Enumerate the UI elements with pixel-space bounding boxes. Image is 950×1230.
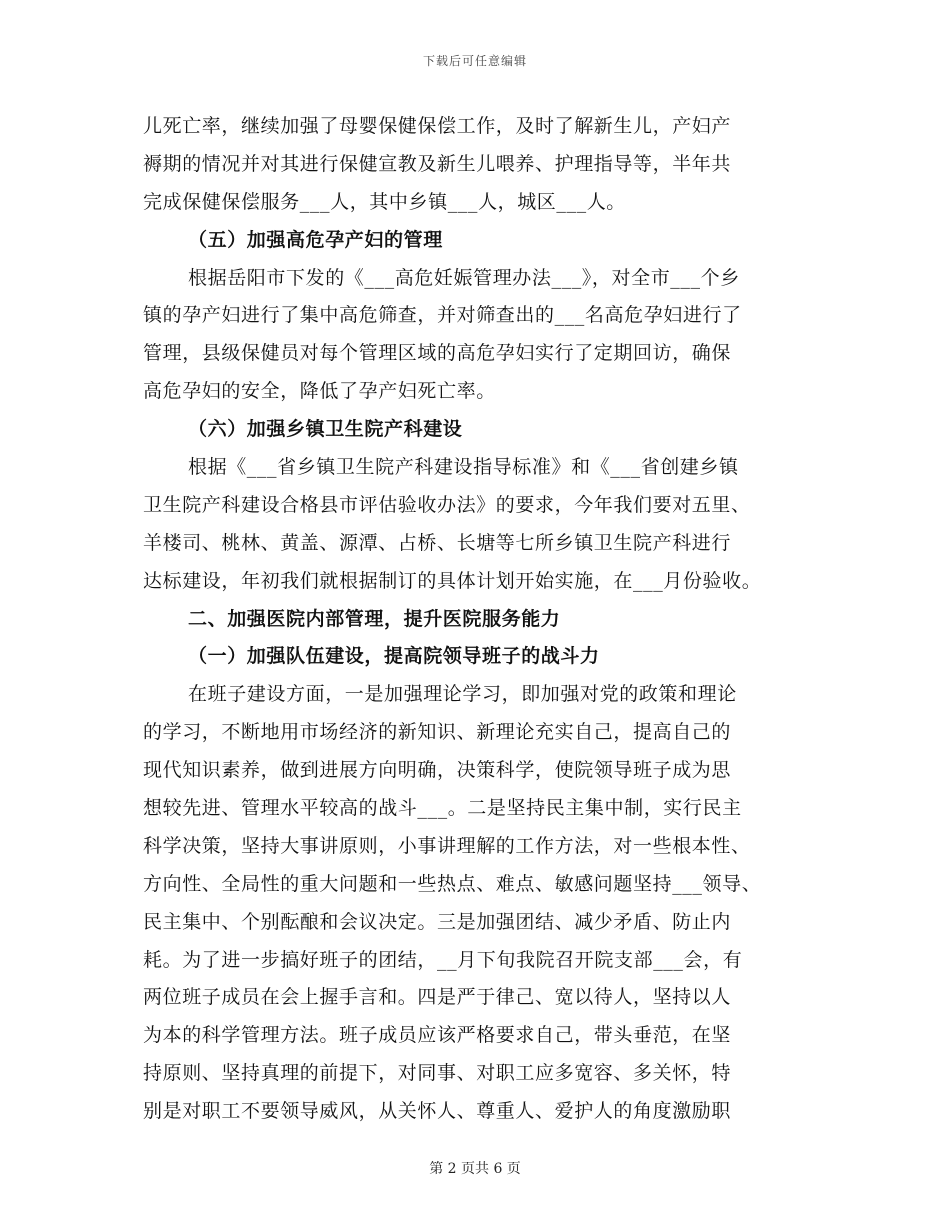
text-line: 想较先进、管理水平较高的战斗___。二是坚持民主集中制，实行民主 (143, 797, 742, 820)
text-line: 高危孕妇的安全，降低了孕产妇死亡率。 (143, 380, 496, 403)
text-line: 卫生院产科建设合格县市评估验收办法》的要求，今年我们要对五里、 (143, 493, 751, 516)
text-line: 管理，县级保健员对每个管理区域的高危孕妇实行了定期回访，确保 (143, 342, 732, 365)
section-heading: 二、加强医院内部管理，提升医院服务能力 (188, 607, 561, 630)
text-line: 的学习，不断地用市场经济的新知识、新理论充实自己，提高自己的 (143, 721, 732, 744)
text-line: 民主集中、个别酝酿和会议决定。三是加强团结、减少矛盾、防止内 (143, 910, 732, 933)
text-line: 科学决策，坚持大事讲原则，小事讲理解的工作方法，对一些根本性、 (143, 834, 751, 857)
text-line: 在班子建设方面，一是加强理论学习，即加强对党的政策和理论 (188, 683, 737, 706)
text-line: 羊楼司、桃林、黄盖、源潭、占桥、长塘等七所乡镇卫生院产科进行 (143, 531, 732, 554)
text-line: 褥期的情况并对其进行保健宣教及新生儿喂养、护理指导等，半年共 (143, 152, 732, 175)
text-line: 儿死亡率，继续加强了母婴保健保偿工作，及时了解新生儿，产妇产 (143, 115, 732, 137)
document-body (143, 108, 813, 1131)
text-line: 方向性、全局性的重大问题和一些热点、难点、敏感问题坚持___领导、 (143, 872, 762, 895)
text-line: 根据岳阳市下发的《___高危妊娠管理办法___》，对全市___个乡 (188, 266, 740, 289)
section-heading: （一）加强队伍建设，提高院领导班子的战斗力 (188, 645, 600, 668)
section-heading: （五）加强高危孕产妇的管理 (188, 228, 443, 251)
text-line: 完成保健保偿服务___人，其中乡镇___人，城区___人。 (143, 190, 626, 213)
section-heading: （六）加强乡镇卫生院产科建设 (188, 418, 463, 441)
text-line: 镇的孕产妇进行了集中高危筛查，并对筛查出的___名高危孕妇进行了 (143, 304, 742, 327)
text-line: 别是对职工不要领导威风，从关怀人、尊重人、爱护人的角度激励职 (143, 1100, 732, 1123)
text-line: 为本的科学管理方法。班子成员应该严格要求自己，带头垂范，在坚 (143, 1024, 732, 1047)
page-footer: 第 2 页共 6 页 (429, 1161, 521, 1177)
text-line: 两位班子成员在会上握手言和。四是严于律己、宽以待人，坚持以人 (143, 986, 732, 1009)
text-line: 达标建设，年初我们就根据制订的具体计划开始实施，在___月份验收。 (143, 569, 762, 592)
page-header: 下载后可任意编辑 (422, 54, 527, 68)
text-line: 根据《___省乡镇卫生院产科建设指导标准》和《___省创建乡镇 (188, 456, 739, 479)
text-line: 持原则、坚持真理的前提下，对同事、对职工应多宽容、多关怀，特 (143, 1062, 732, 1085)
text-line: 耗。为了进一步搞好班子的团结，__月下旬我院召开院支部___会，有 (143, 948, 743, 971)
text-line: 现代知识素养，做到进展方向明确，决策科学，使院领导班子成为思 (143, 759, 732, 782)
